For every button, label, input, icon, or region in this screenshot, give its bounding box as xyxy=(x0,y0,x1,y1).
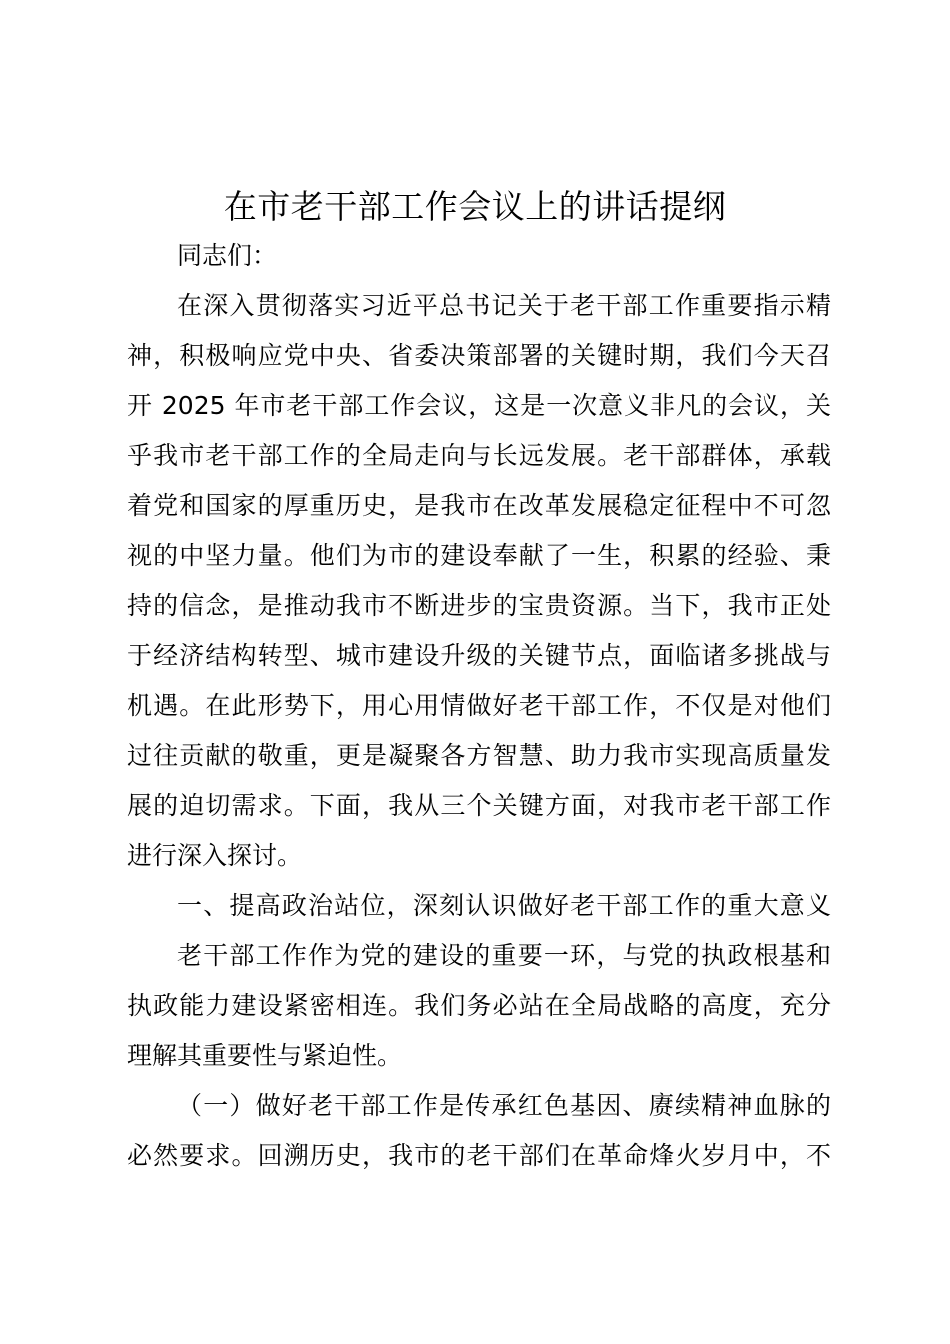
section-heading: 一、提高政治站位，深刻认识做好老干部工作的重大意义 xyxy=(177,891,831,920)
paragraph-line: 必然要求。回溯历史，我市的老干部们在革命烽火岁月中，不 xyxy=(127,1141,831,1170)
paragraph-line: 过往贡献的敬重，更是凝聚各方智慧、助力我市实现高质量发 xyxy=(127,741,831,770)
paragraph-line: 神，积极响应党中央、省委决策部署的关键时期，我们今天召 xyxy=(127,341,831,370)
paragraph-line: 进行深入探讨。 xyxy=(127,841,303,870)
paragraph-line: 机遇。在此形势下，用心用情做好老干部工作，不仅是对他们 xyxy=(127,691,831,720)
paragraph-line: 开 2025 年市老干部工作会议，这是一次意义非凡的会议，关 xyxy=(127,391,831,420)
subsection-line: （一）做好老干部工作是传承红色基因、赓续精神血脉的 xyxy=(177,1091,831,1120)
paragraph-line: 持的信念，是推动我市不断进步的宝贵资源。当下，我市正处 xyxy=(127,591,831,620)
paragraph-line: 视的中坚力量。他们为市的建设奉献了一生，积累的经验、秉 xyxy=(127,541,831,570)
paragraph-line: 乎我市老干部工作的全局走向与长远发展。老干部群体，承载 xyxy=(127,441,831,470)
document-title: 在市老干部工作会议上的讲话提纲 xyxy=(223,187,727,226)
paragraph-line: 在深入贯彻落实习近平总书记关于老干部工作重要指示精 xyxy=(177,291,831,320)
paragraph-line: 理解其重要性与紧迫性。 xyxy=(127,1041,403,1070)
paragraph-line: 于经济结构转型、城市建设升级的关键节点，面临诸多挑战与 xyxy=(127,641,831,670)
paragraph-line: 展的迫切需求。下面，我从三个关键方面，对我市老干部工作 xyxy=(127,791,831,820)
salutation: 同志们： xyxy=(177,241,278,270)
paragraph-line: 执政能力建设紧密相连。我们务必站在全局战略的高度，充分 xyxy=(127,991,831,1020)
paragraph-line: 着党和国家的厚重历史，是我市在改革发展稳定征程中不可忽 xyxy=(127,491,831,520)
paragraph-line: 老干部工作作为党的建设的重要一环，与党的执政根基和 xyxy=(177,941,831,970)
